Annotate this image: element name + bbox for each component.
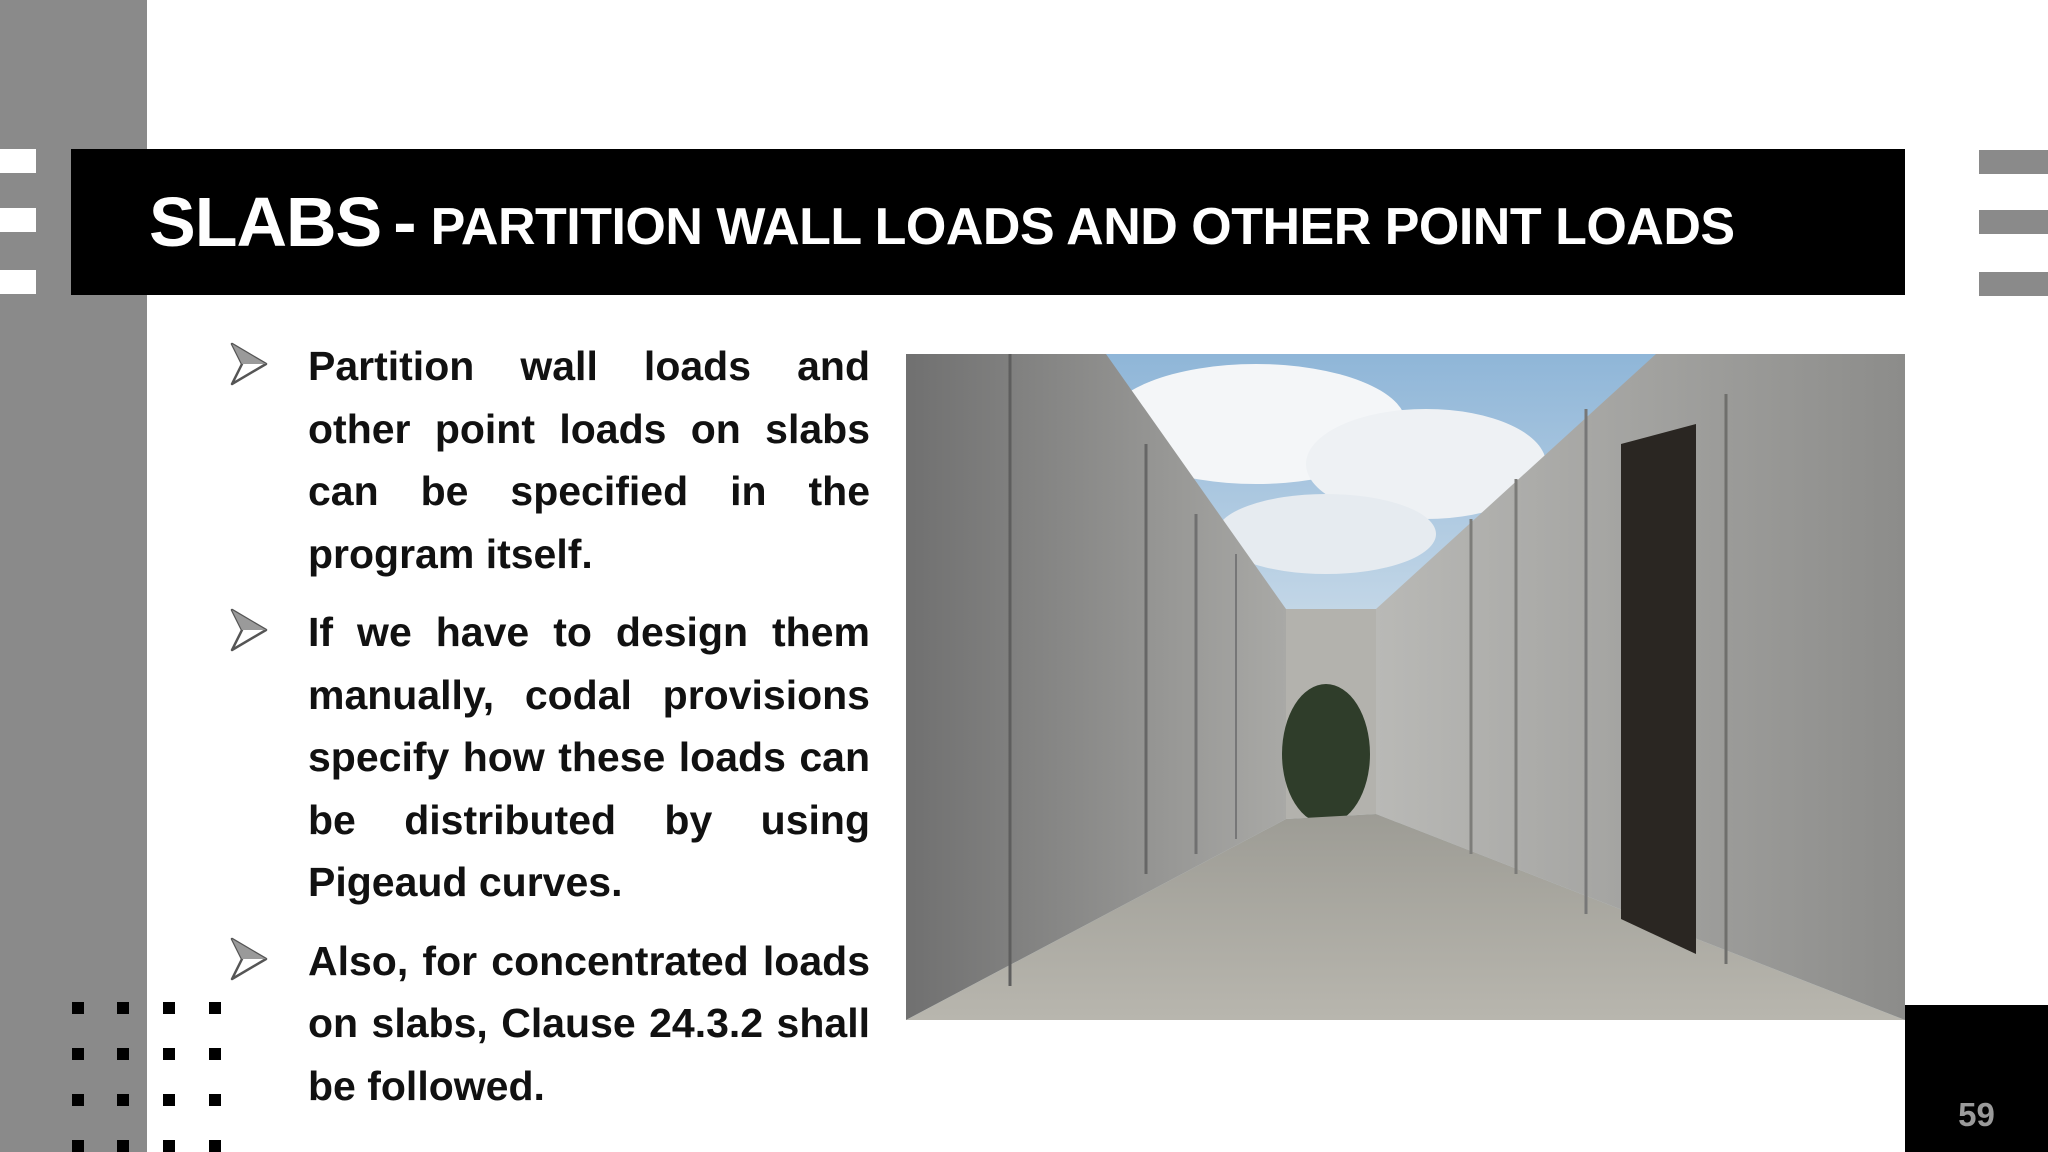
bullet-text: Partition wall loads and other point loads on slabs can be specified in the program itself. [308,343,870,577]
bullet-list [230,335,870,1133]
bullet-item [230,930,870,1118]
concrete-walls-photo [906,354,1905,1020]
bullet-item [230,335,870,585]
arrowhead-bullet-icon [230,341,268,387]
page-number: 59 [1958,1095,1995,1133]
bullet-emphasis: Pigeaud curves. [308,859,623,905]
bullet-text: shall be followed. [308,1000,870,1109]
slide-title-bar [71,149,1905,295]
bullet-text: If we have to design them manually, codal provisions specify how these loads can be distributed by using [308,609,870,843]
bullet-text: Also, for concentrated loads on slabs, [308,937,870,1046]
clause-reference: Clause 24.3.2 [501,1000,764,1046]
bullet-item [230,601,870,914]
arrowhead-bullet-icon [230,936,268,982]
slide-title: SLABS [149,183,382,261]
arrowhead-bullet-icon [230,607,268,653]
decorative-dot-grid [72,1002,232,1152]
page-number-box [1905,1005,2048,1152]
slide-subtitle: PARTITION WALL LOADS AND OTHER POINT LOADS [430,198,1735,256]
title-separator: - [393,183,417,261]
